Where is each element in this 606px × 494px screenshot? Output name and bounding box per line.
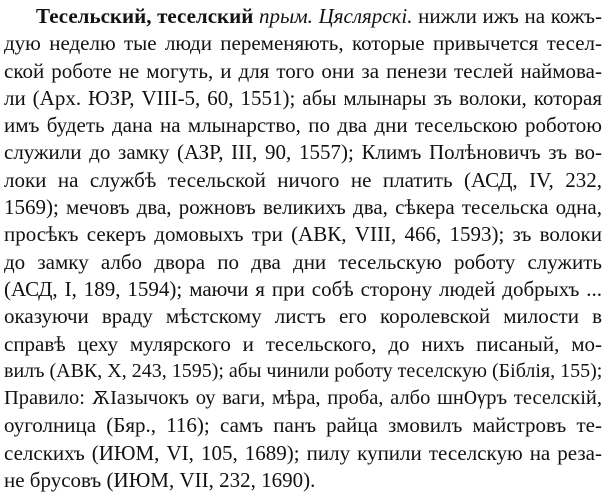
entry-line: оказуючи враду мѣстскому листъ его королевской милости в bbox=[4, 304, 602, 329]
entry-line-1 bbox=[4, 3, 602, 30]
headword: Тесельский, теселский bbox=[36, 4, 254, 28]
entry-line: Правило: ѪІазычокъ оу ваги, мѣра, проба, албо шнѸръ теселскій, bbox=[4, 387, 602, 410]
entry-line: вилъ (АВК, X, 243, 1595); абы чинили роботу теселскую (Біблія, 155); bbox=[4, 359, 602, 382]
entry-line: дую неделю тые люди переменяють, которые привычется тесел- bbox=[4, 31, 602, 56]
entry-line: просѣкъ секеръ домовыхъ три (АВК, VIII, 466, 1593); зъ волоки bbox=[4, 222, 602, 247]
dictionary-entry bbox=[4, 3, 602, 494]
entry-line: имъ будеть дана на млынарство, по два дни тесельскою роботою bbox=[4, 113, 602, 138]
entry-line: не брусовъ (ИЮМ, VII, 232, 1690). bbox=[4, 468, 316, 493]
entry-line: локи на службѣ тесельской ничого не платить (АСД, IV, 232, bbox=[4, 167, 602, 192]
entry-line: до замку албо двора по два дни тесельскую роботу служить bbox=[4, 249, 602, 274]
entry-line: оуголница (Бяр., 116); самъ панъ райца змовилъ майстровъ те- bbox=[4, 413, 602, 438]
entry-line: служили до замку (АЗР, III, 90, 1557); Климъ Полѣновичъ зъ во- bbox=[4, 140, 602, 165]
entry-text: нижли ижъ на кожъ- bbox=[418, 4, 602, 28]
entry-line: ской роботе не могуть, и для того они за пенези теслей наймова- bbox=[4, 58, 602, 83]
entry-line: селскихъ (ИЮМ, VI, 105, 1689); пилу купили теселскую на реза- bbox=[4, 440, 602, 465]
entry-line: справѣ цеху мулярского и тесельского, до нихъ писаный, мо- bbox=[4, 331, 602, 356]
entry-line: (АСД, I, 189, 1594); маючи я при собѣ сторону людей добрыхъ ... bbox=[4, 276, 602, 301]
entry-line: ли (Арх. ЮЗР, VIII-5, 60, 1551); абы млынары зъ волоки, которая bbox=[4, 85, 602, 110]
part-of-speech-definition: прым. Цяслярскі. bbox=[259, 4, 413, 28]
entry-line: 1569); мечовъ два, рожновъ великихъ два, сѣкера тесельска одна, bbox=[4, 195, 602, 220]
